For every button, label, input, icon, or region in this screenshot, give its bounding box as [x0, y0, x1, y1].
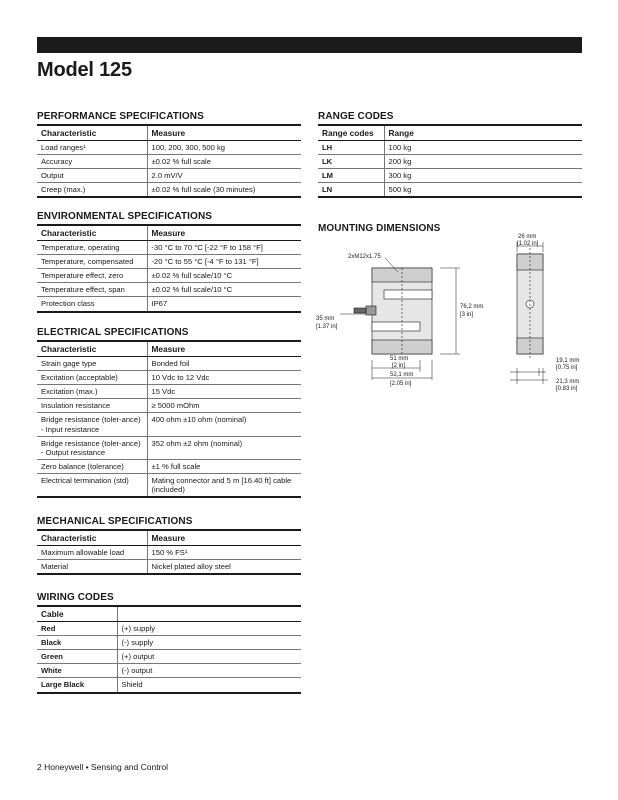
table-row	[37, 413, 301, 436]
col-measure: Measure	[147, 530, 301, 546]
depth-mm-label: 26 mm	[518, 234, 537, 240]
char-cell: Electrical termination (std)	[37, 473, 147, 497]
page-title: Model 125	[37, 59, 132, 81]
wire-function-cell: (+) output	[117, 650, 301, 664]
height-in-label: [3 in]	[460, 312, 474, 318]
table-row	[318, 141, 582, 155]
measure-cell: 352 ohm ±2 ohm (nominal)	[147, 436, 301, 459]
char-cell: Temperature effect, span	[37, 283, 147, 297]
col-measure: Measure	[147, 341, 301, 357]
table-row	[37, 664, 301, 678]
thread-label: 2xM12x1.75	[348, 254, 381, 260]
table-row	[37, 371, 301, 385]
col-range: Range	[384, 125, 582, 141]
depth-21-mm-label: 21,3 mm	[556, 379, 580, 385]
char-cell: Zero balance (tolerance)	[37, 459, 147, 473]
depth-19-mm-label: 19,1 mm	[556, 358, 580, 364]
wire-function-cell: (+) supply	[117, 622, 301, 636]
measure-cell: 10 Vdc to 12 Vdc	[147, 371, 301, 385]
char-cell: Maximum allowable load	[37, 546, 147, 560]
depth-in-label: [1.02 in]	[517, 241, 539, 247]
width-51-in-label: [2 in]	[392, 363, 406, 369]
range-value-cell: 500 kg	[384, 183, 582, 198]
measure-cell: ≥ 5000 mOhm	[147, 399, 301, 413]
wire-color-cell: Black	[37, 636, 117, 650]
electrical-table	[37, 340, 301, 498]
char-cell: Protection class	[37, 297, 147, 312]
range-table	[318, 124, 582, 198]
col-range-code: Range codes	[318, 125, 384, 141]
mounting-heading: MOUNTING DIMENSIONS	[318, 223, 441, 234]
table-row	[37, 385, 301, 399]
char-cell: Temperature effect, zero	[37, 269, 147, 283]
table-row	[37, 255, 301, 269]
wiring-heading: WIRING CODES	[37, 592, 114, 603]
performance-table	[37, 124, 301, 198]
range-value-cell: 200 kg	[384, 155, 582, 169]
range-code-cell: LK	[318, 155, 384, 169]
char-cell: Excitation (acceptable)	[37, 371, 147, 385]
measure-cell: IP67	[147, 297, 301, 312]
table-row	[37, 560, 301, 575]
char-cell: Excitation (max.)	[37, 385, 147, 399]
table-row	[318, 169, 582, 183]
load-cell-front-view	[354, 268, 432, 354]
measure-cell: -30 °C to 70 °C [-22 °F to 158 °F]	[147, 241, 301, 255]
char-cell: Bridge resistance (toler-ance) - Output resistance	[37, 436, 147, 459]
measure-cell: 15 Vdc	[147, 385, 301, 399]
table-row	[37, 183, 301, 198]
char-cell: Material	[37, 560, 147, 575]
col-blank	[117, 606, 301, 622]
table-row	[37, 436, 301, 459]
mechanical-table	[37, 529, 301, 575]
measure-cell: -20 °C to 55 °C [-4 °F to 131 °F]	[147, 255, 301, 269]
col-characteristic: Characteristic	[37, 341, 147, 357]
mounting-diagram	[310, 228, 590, 398]
measure-cell: 100, 200, 300, 500 kg	[147, 141, 301, 155]
measure-cell: ±1 % full scale	[147, 459, 301, 473]
table-row	[37, 169, 301, 183]
char-cell: Temperature, operating	[37, 241, 147, 255]
load-cell-side-view	[517, 248, 543, 360]
width-51-mm-label: 51 mm	[390, 356, 409, 362]
table-row	[37, 283, 301, 297]
width-52-mm-label: 52,1 mm	[390, 372, 414, 378]
electrical-heading: ELECTRICAL SPECIFICATIONS	[37, 327, 189, 338]
range-code-cell: LH	[318, 141, 384, 155]
width-52-in-label: [2.05 in]	[390, 381, 412, 387]
left-in-label: [1.37 in]	[316, 324, 338, 330]
table-row	[318, 183, 582, 198]
wire-color-cell: Red	[37, 622, 117, 636]
char-cell: Bridge resistance (toler-ance) - Input resistance	[37, 413, 147, 436]
header-bar	[37, 37, 582, 53]
measure-cell: ±0.02 % full scale/10 °C	[147, 269, 301, 283]
char-cell: Strain gage type	[37, 357, 147, 371]
char-cell: Load ranges¹	[37, 141, 147, 155]
char-cell: Accuracy	[37, 155, 147, 169]
col-characteristic: Characteristic	[37, 530, 147, 546]
measure-cell: 2.0 mV/V	[147, 169, 301, 183]
measure-cell: ±0.02 % full scale	[147, 155, 301, 169]
table-row	[37, 399, 301, 413]
wiring-table	[37, 605, 301, 694]
table-row	[318, 155, 582, 169]
range-heading: RANGE CODES	[318, 111, 394, 122]
wire-function-cell: Shield	[117, 678, 301, 693]
left-mm-label: 35 mm	[316, 316, 335, 322]
col-characteristic: Characteristic	[37, 225, 147, 241]
range-value-cell: 100 kg	[384, 141, 582, 155]
table-row	[37, 357, 301, 371]
measure-cell: 400 ohm ±10 ohm (nominal)	[147, 413, 301, 436]
wire-function-cell: (-) supply	[117, 636, 301, 650]
wire-color-cell: White	[37, 664, 117, 678]
depth-19-in-label: [0.75 in]	[556, 365, 578, 371]
col-measure: Measure	[147, 125, 301, 141]
range-value-cell: 300 kg	[384, 169, 582, 183]
range-code-cell: LM	[318, 169, 384, 183]
table-row	[37, 636, 301, 650]
environmental-table	[37, 224, 301, 313]
measure-cell: Mating connector and 5 m [16.40 ft] cable (included)	[147, 473, 301, 497]
table-row	[37, 473, 301, 497]
measure-cell: ±0.02 % full scale (30 minutes)	[147, 183, 301, 198]
page-footer: 2 Honeywell • Sensing and Control	[37, 762, 169, 772]
mechanical-heading: MECHANICAL SPECIFICATIONS	[37, 516, 193, 527]
wire-color-cell: Green	[37, 650, 117, 664]
table-row	[37, 141, 301, 155]
char-cell: Temperature, compensated	[37, 255, 147, 269]
table-row	[37, 650, 301, 664]
table-row	[37, 155, 301, 169]
char-cell: Output	[37, 169, 147, 183]
table-row	[37, 546, 301, 560]
performance-heading: PERFORMANCE SPECIFICATIONS	[37, 111, 204, 122]
char-cell: Insulation resistance	[37, 399, 147, 413]
measure-cell: Nickel plated alloy steel	[147, 560, 301, 575]
table-row	[37, 678, 301, 693]
col-measure: Measure	[147, 225, 301, 241]
measure-cell: 150 % FS¹	[147, 546, 301, 560]
table-row	[37, 459, 301, 473]
col-characteristic: Characteristic	[37, 125, 147, 141]
wire-function-cell: (-) output	[117, 664, 301, 678]
col-cable: Cable	[37, 606, 117, 622]
table-row	[37, 622, 301, 636]
depth-21-in-label: [0.83 in]	[556, 386, 578, 392]
range-code-cell: LN	[318, 183, 384, 198]
measure-cell: ±0.02 % full scale/10 °C	[147, 283, 301, 297]
table-row	[37, 241, 301, 255]
height-mm-label: 76,2 mm	[460, 304, 484, 310]
char-cell: Creep (max.)	[37, 183, 147, 198]
measure-cell: Bonded foil	[147, 357, 301, 371]
environmental-heading: ENVIRONMENTAL SPECIFICATIONS	[37, 211, 213, 222]
table-row	[37, 269, 301, 283]
table-row	[37, 297, 301, 312]
wire-color-cell: Large Black	[37, 678, 117, 693]
